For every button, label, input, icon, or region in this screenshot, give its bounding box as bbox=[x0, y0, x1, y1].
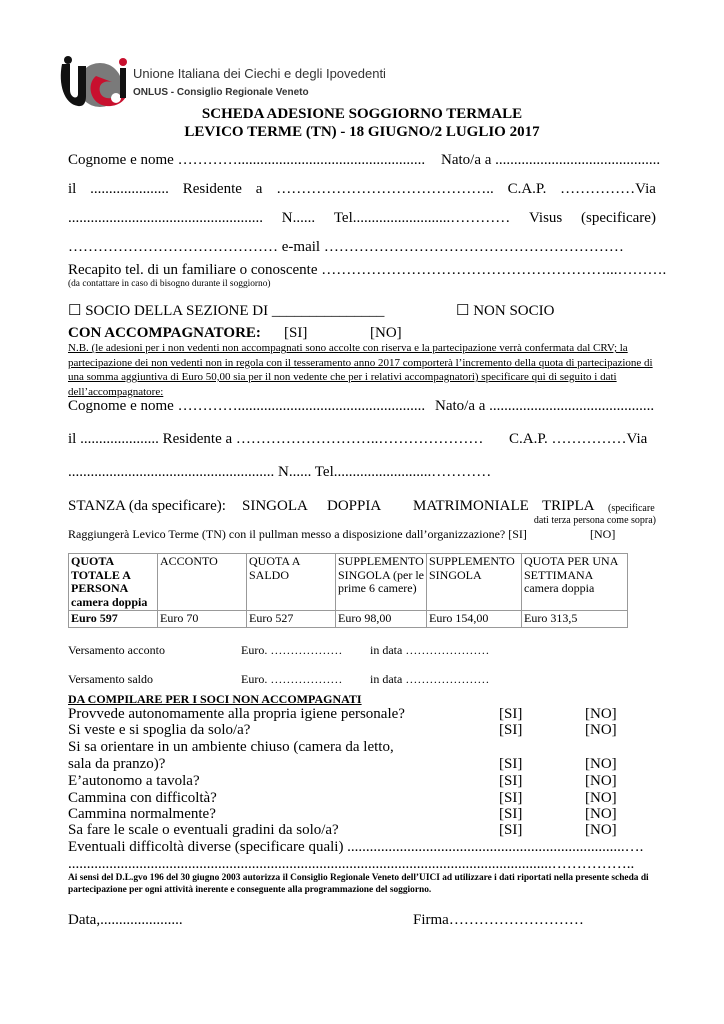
table-header: ACCONTO bbox=[158, 554, 247, 611]
companion-note: N.B. (le adesioni per i non vedenti non accompagnati sono accolte con riserva e la partecipazione verrà confermata dal CRV; la partecipazione dei non vedenti non in regola con il tesseramento anno 2017 comporterà l’incremento della quota di partecipazione di una somma aggiuntiva di Euro 50,00 sia per il non vedente che per i relativi accompagnatori) specificare qui di seguito i dati dell’accompagnatore: bbox=[68, 342, 653, 398]
birthdate-label: il bbox=[68, 181, 77, 197]
companion-surname-field[interactable]: Cognome e nome ………….................................................. bbox=[68, 398, 426, 414]
table-cell: Euro 313,5 bbox=[522, 611, 628, 628]
org-subtitle: ONLUS - Consiglio Regionale Veneto bbox=[133, 87, 309, 98]
checklist-yes[interactable]: [SI] bbox=[499, 790, 523, 806]
bus-question[interactable]: Raggiungerà Levico Terme (TN) con il pullman messo a disposizione dall’organizzazione? [SI] bbox=[68, 527, 527, 541]
checklist-no[interactable]: [NO] bbox=[585, 756, 617, 772]
signature-field[interactable]: Firma……………………… bbox=[413, 912, 584, 928]
checklist-no[interactable]: [NO] bbox=[585, 773, 617, 789]
checklist-no[interactable]: [NO] bbox=[585, 822, 617, 838]
other-difficulties-line[interactable]: .................................................................................................................................…………….. bbox=[68, 856, 635, 872]
relative-contact-field[interactable]: Recapito tel. di un familiare o conoscente …………………………………………………...………. bbox=[68, 262, 667, 278]
room-note-2: dati terza persona come sopra) bbox=[533, 515, 656, 526]
checklist-no[interactable]: [NO] bbox=[585, 706, 617, 722]
surname-name-field[interactable]: Cognome e nome ………….................................................. bbox=[68, 152, 426, 168]
room-double[interactable]: DOPPIA bbox=[327, 498, 382, 514]
table-header: QUOTA TOTALE A PERSONA camera doppia bbox=[69, 554, 158, 611]
checklist-question: E’autonomo a tavola? bbox=[68, 773, 200, 789]
other-difficulties-field[interactable]: Eventuali difficoltà diverse (specificare quali) ..........................................................................…. bbox=[68, 839, 644, 855]
table-cell: Euro 70 bbox=[158, 611, 247, 628]
table-header: SUPPLEMENTO SINGOLA (per le prime 6 camere) bbox=[336, 554, 427, 611]
companion-yes[interactable]: [SI] bbox=[284, 325, 308, 341]
table-cell: Euro 527 bbox=[247, 611, 336, 628]
checklist-yes[interactable]: [SI] bbox=[499, 773, 523, 789]
privacy-consent: Ai sensi del D.L.gvo 196 del 30 giugno 2003 autorizza il Consiglio Regionale Veneto dell’UICI ad utilizzare i dati riportati nella presente scheda di partecipazione per ogni attività inerente e conseguente alla programmazione del soggiorno. bbox=[68, 873, 649, 895]
deposit-amount-field[interactable]: Euro. ……………… bbox=[241, 643, 343, 657]
balance-amount-field[interactable]: Euro. ……………… bbox=[241, 672, 343, 686]
uici-logo bbox=[56, 54, 132, 114]
checklist-no[interactable]: [NO] bbox=[585, 790, 617, 806]
visus-specify-label: (specificare) bbox=[581, 210, 656, 226]
checklist-question: sala da pranzo)? bbox=[68, 756, 166, 772]
table-cell: Euro 597 bbox=[69, 611, 158, 628]
form-title: SCHEDA ADESIONE SOGGIORNO TERMALE bbox=[201, 106, 523, 122]
residence-a-label: a bbox=[255, 181, 263, 197]
residence-label: Residente bbox=[182, 181, 242, 197]
companion-label: CON ACCOMPAGNATORE: bbox=[68, 325, 261, 341]
checklist-yes[interactable]: [SI] bbox=[499, 806, 523, 822]
cap-via-field[interactable]: ……………Via bbox=[560, 181, 656, 197]
room-triple[interactable]: TRIPLA bbox=[542, 498, 595, 514]
cap-label: C.A.P. bbox=[507, 181, 547, 197]
room-single[interactable]: SINGOLA bbox=[242, 498, 308, 514]
companion-cap-field[interactable]: C.A.P. ……………Via bbox=[509, 431, 648, 447]
relative-contact-note: (da contattare in caso di bisogno durante il soggiorno) bbox=[68, 279, 271, 289]
companion-birthplace-field[interactable]: Nato/a a ............................................ bbox=[435, 398, 655, 414]
birth-residence-row[interactable] bbox=[68, 181, 656, 198]
balance-date-field[interactable]: in data ………………… bbox=[370, 672, 490, 686]
deposit-label: Versamento acconto bbox=[68, 643, 165, 657]
checklist-question: Sa fare le scale o eventuali gradini da solo/a? bbox=[68, 822, 339, 838]
companion-residence-field[interactable]: il ..................... Residente a ………………………..………………… bbox=[68, 431, 484, 447]
balance-label: Versamento saldo bbox=[68, 672, 153, 686]
birthplace-field[interactable]: Nato/a a ............................................ bbox=[441, 152, 661, 168]
companion-no[interactable]: [NO] bbox=[370, 325, 402, 341]
org-name: Unione Italiana dei Ciechi e degli Ipovedenti bbox=[133, 66, 386, 81]
non-member-checkbox[interactable]: ☐ NON SOCIO bbox=[456, 303, 555, 319]
phone-field[interactable]: Tel..........................………… bbox=[333, 210, 511, 226]
date-field[interactable]: Data,...................... bbox=[68, 912, 183, 928]
table-cell: Euro 98,00 bbox=[336, 611, 427, 628]
checklist-question: Provvede autonomamente alla propria igiene personale? bbox=[68, 706, 405, 722]
checklist-title: DA COMPILARE PER I SOCI NON ACCOMPAGNATI bbox=[68, 692, 362, 706]
checklist-yes[interactable]: [SI] bbox=[499, 706, 523, 722]
checklist-no[interactable]: [NO] bbox=[585, 806, 617, 822]
email-field[interactable]: …………………………………… e-mail …………………………………………………… bbox=[68, 239, 624, 255]
table-header: SUPPLEMENTO SINGOLA bbox=[427, 554, 522, 611]
companion-address-field[interactable]: ....................................................... N...... Tel..........................………… bbox=[68, 464, 492, 480]
table-row bbox=[69, 554, 628, 611]
checklist-question: Si sa orientare in un ambiente chiuso (camera da letto, bbox=[68, 739, 394, 755]
table-row bbox=[69, 611, 628, 628]
room-note-1: (specificare bbox=[608, 503, 655, 514]
table-header: QUOTA PER UNA SETTIMANA camera doppia bbox=[522, 554, 628, 611]
room-label: STANZA (da specificare): bbox=[68, 498, 226, 514]
bus-no[interactable]: [NO] bbox=[590, 527, 616, 541]
checklist-question: Cammina normalmente? bbox=[68, 806, 216, 822]
checklist-question: Cammina con difficoltà? bbox=[68, 790, 217, 806]
visus-label: Visus bbox=[529, 210, 563, 226]
checklist-yes[interactable]: [SI] bbox=[499, 756, 523, 772]
price-table bbox=[68, 553, 628, 628]
street-field[interactable]: .................................................... bbox=[68, 210, 263, 226]
number-field[interactable]: N...... bbox=[281, 210, 316, 226]
form-subtitle: LEVICO TERME (TN) - 18 GIUGNO/2 LUGLIO 2017 bbox=[184, 124, 540, 140]
residence-field[interactable]: …………………………………….. bbox=[276, 181, 494, 197]
checklist-question: Si veste e si spoglia da solo/a? bbox=[68, 722, 251, 738]
table-header: QUOTA A SALDO bbox=[247, 554, 336, 611]
checklist-yes[interactable]: [SI] bbox=[499, 822, 523, 838]
room-matrimonial[interactable]: MATRIMONIALE bbox=[413, 498, 529, 514]
birthdate-field[interactable]: ..................... bbox=[90, 181, 169, 197]
table-cell: Euro 154,00 bbox=[427, 611, 522, 628]
checklist-yes[interactable]: [SI] bbox=[499, 722, 523, 738]
checklist-no[interactable]: [NO] bbox=[585, 722, 617, 738]
deposit-date-field[interactable]: in data ………………… bbox=[370, 643, 490, 657]
member-section-checkbox[interactable]: ☐ SOCIO DELLA SEZIONE DI _______________ bbox=[68, 303, 385, 319]
address-phone-row[interactable] bbox=[68, 210, 656, 227]
